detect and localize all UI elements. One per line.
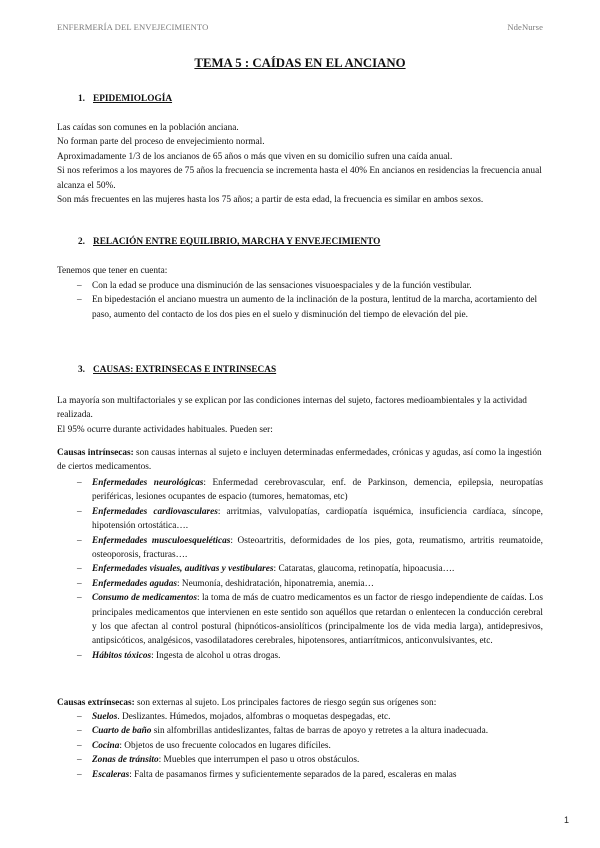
list-item: – Enfermedades cardiovasculares: arritmias, valvulopatías, cardiopatía isquémica, insuficiencia cardíaca, síncope, hipotensión ortostática….: [77, 506, 543, 532]
list-item: – Escaleras: Falta de pasamanos firmes y suficientemente separados de la pared, escaleras en malas: [77, 769, 457, 780]
section-3-intro: La mayoría son multifactoriales y se explican por las condiciones internas del sujeto, factores medioambientales y la actividad realizada. El 95% ocurre durante actividades habituales. Pueden ser:: [57, 396, 527, 435]
list-item: – Cocina: Objetos de uso frecuente colocados en lugares difíciles.: [77, 740, 331, 751]
section-2-list: [57, 279, 543, 322]
paragraph: Aproximadamente 1/3 de los ancianos de 65 años o más que viven en su domicilio sufren una caída anual.: [57, 151, 453, 162]
intrinsecas-intro: Causas intrínsecas: son causas internas al sujeto e incluyen determinadas enfermedades, crónicas y agudas, así como la ingestión de ciertos medicamentos.: [57, 448, 542, 473]
section-1-body: [57, 121, 543, 207]
section-heading-equilibrio: 2. RELACIÓN ENTRE EQUILIBRIO, MARCHA Y ENVEJECIMIENTO: [78, 237, 381, 247]
list-item: – Consumo de medicamentos: la toma de más de cuatro medicamentos es un factor de riesgo independiente de caídas. Los principales medicamentos que intervienen en este sentido son aquéllos que retardan o enlentecen la conducción cerebral y los que afectan al control postural (hipnóticos-ansiolíticos (principalmente los de vida media larga), antidepresivos, antipsicóticos, analgésicos, vasodilatadores cerebrales, hipotensores, antiarrítmicos, anticonvulsivantes, etc.: [77, 593, 543, 647]
intrinsecas-list: [57, 476, 543, 663]
paragraph: Son más frecuentes en las mujeres hasta los 75 años; a partir de esta edad, la frecuencia es similar en ambos sexos.: [57, 195, 484, 206]
section-heading-epidemiologia: 1. EPIDEMIOLOGÍA: [78, 94, 173, 104]
list-item: – Zonas de tránsito: Muebles que interrumpen el paso u otros obstáculos.: [77, 755, 360, 766]
list-item: – Hábitos tóxicos: Ingesta de alcohol u otras drogas.: [77, 650, 281, 661]
page-number: 1: [563, 815, 569, 825]
paragraph: Si nos referimos a los mayores de 75 años la frecuencia se incrementa hasta el 40% En ancianos en residencias la frecuencia anual alcanza el 50%.: [57, 166, 542, 191]
list-item: – Con la edad se produce una disminución de las sensaciones visuoespaciales y de la función vestibular.: [77, 281, 472, 291]
list-item: – Enfermedades neurológicas: Enfermedad cerebrovascular, enf. de Parkinson, demencia, epilepsia, neuropatías periféricas, lesiones ocupantes de espacio (tumores, hematomas, etc): [77, 478, 543, 503]
page-header: [57, 22, 543, 36]
list-item: – Enfermedades agudas: Neumonía, deshidratación, hiponatremia, anemia…: [77, 578, 374, 589]
header-author: NdeNurse: [507, 22, 543, 32]
list-item: – Suelos. Deslizantes. Húmedos, mojados, alfombras o moquetas despegadas, etc.: [77, 712, 391, 722]
extrinsecas-intro: Causas extrínsecas: son externas al sujeto. Los principales factores de riesgo según sus orígenes son:: [57, 698, 437, 708]
header-course-title: ENFERMERÍA DEL ENVEJECIMIENTO: [57, 22, 209, 32]
list-item: – Enfermedades musculoesqueléticas: Osteoartritis, deformidades de los pies, gota, reumatismo, artritis reumatoide, osteoporosis, fracturas….: [77, 535, 543, 561]
paragraph: No forman parte del proceso de envejecimiento normal.: [57, 137, 265, 148]
section-2-intro: Tenemos que tener en cuenta:: [57, 266, 168, 276]
extrinsecas-list: [57, 710, 543, 782]
page-title: TEMA 5 : CAÍDAS EN EL ANCIANO: [194, 56, 406, 70]
list-item: – Cuarto de baño sin alfombrillas antideslizantes, faltas de barras de apoyo y retretes a la altura inadecuada.: [77, 726, 489, 737]
paragraph: Las caídas son comunes en la población anciana.: [57, 123, 239, 133]
section-heading-causas: 3. CAUSAS: EXTRINSECAS E INTRINSECAS: [78, 365, 277, 375]
list-item: – En bipedestación el anciano muestra un aumento de la inclinación de la postura, lentitud de la marcha, acortamiento del paso, aumento del contacto de los dos pies en el suelo y disminución del tiempo de elevación del pie.: [77, 295, 538, 320]
list-item: – Enfermedades visuales, auditivas y vestibulares: Cataratas, glaucoma, retinopatía, hipoacusia….: [77, 564, 455, 575]
